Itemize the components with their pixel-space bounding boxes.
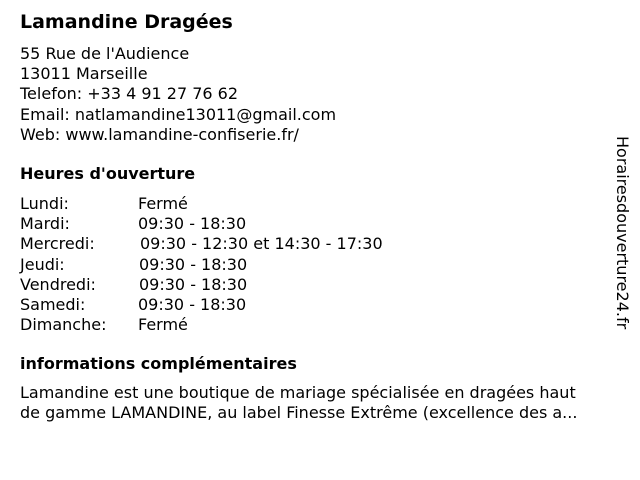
additional-info-heading: informations complémentaires: [20, 354, 297, 373]
day-hours: 09:30 - 18:30: [139, 254, 248, 274]
day-label: Mardi:: [20, 214, 70, 234]
day-hours: 09:30 - 18:30: [138, 214, 247, 234]
day-label: Mercredi:: [20, 234, 95, 254]
business-name: Lamandine Dragées: [20, 11, 233, 33]
day-label: Samedi:: [20, 294, 86, 314]
contact-block: [20, 44, 336, 145]
address-street: 55 Rue de l'Audience: [20, 44, 190, 63]
phone-line[interactable]: Telefon: +33 4 91 27 76 62: [20, 84, 239, 104]
day-label: Jeudi:: [20, 254, 65, 274]
day-hours: Fermé: [138, 315, 188, 335]
watermark-text: Horairesdouverture24.fr: [613, 136, 632, 330]
address-city: 13011 Marseille: [20, 64, 148, 84]
day-hours: Fermé: [138, 194, 188, 213]
email-line[interactable]: Email: natlamandine13011@gmail.com: [20, 104, 337, 124]
description-line: Lamandine est une boutique de mariage spécialisée en dragées haut: [20, 383, 576, 402]
description: [20, 383, 632, 423]
day-label: Vendredi:: [20, 274, 96, 294]
description-line: de gamme LAMANDINE, au label Finesse Extrême (excellence des a...: [20, 403, 578, 422]
day-label: Dimanche:: [20, 315, 107, 335]
web-line[interactable]: Web: www.lamandine-confiserie.fr/: [20, 124, 299, 144]
opening-hours-heading: Heures d'ouverture: [20, 164, 196, 183]
day-hours: 09:30 - 12:30 et 14:30 - 17:30: [140, 234, 383, 254]
day-label: Lundi:: [20, 194, 69, 213]
day-hours: 09:30 - 18:30: [139, 274, 248, 294]
day-hours: 09:30 - 18:30: [138, 294, 247, 314]
